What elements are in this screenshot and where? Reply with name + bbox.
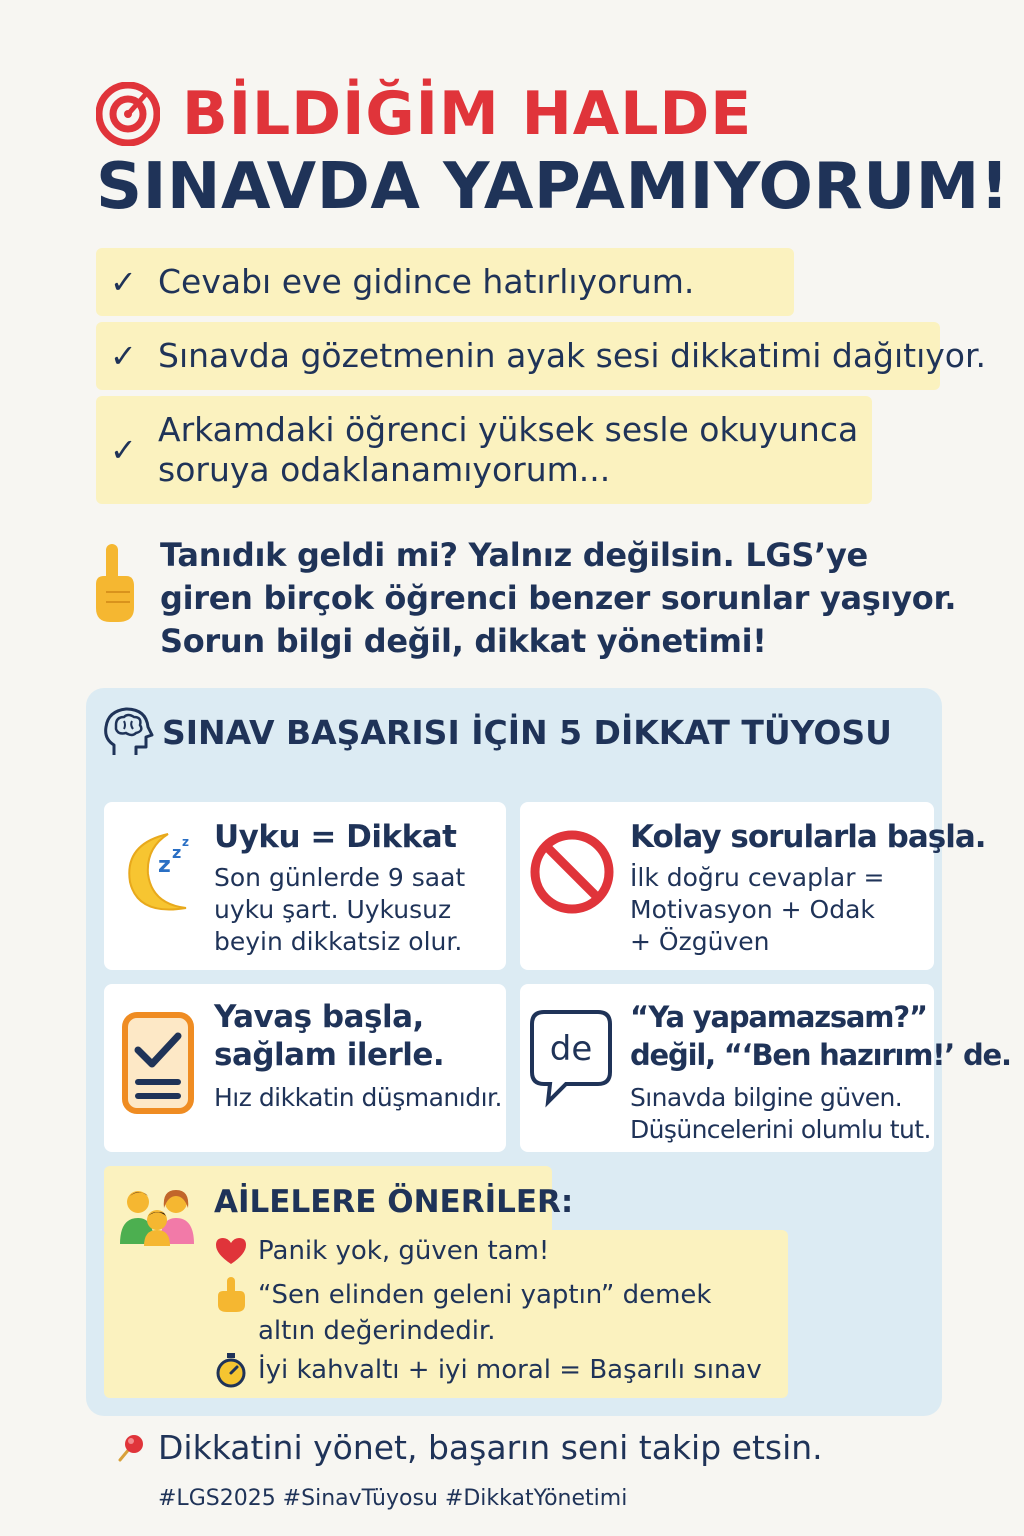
tip-body bbox=[630, 1082, 931, 1146]
family-item-text: Panik yok, güven tam! bbox=[258, 1236, 550, 1266]
check-icon: ✓ bbox=[110, 263, 137, 301]
stopwatch-icon bbox=[214, 1352, 248, 1388]
tip-line: beyin dikkatsiz olur. bbox=[214, 927, 463, 956]
footer-slogan-text: Dikkatini yönet, başarın seni takip etsin. bbox=[158, 1428, 823, 1467]
tip-body bbox=[214, 862, 465, 958]
message-block bbox=[160, 534, 980, 663]
thumbs-up-icon bbox=[214, 1276, 248, 1314]
tip-line: İlk doğru cevaplar = bbox=[630, 863, 885, 892]
symptom-text-multiline bbox=[158, 410, 858, 490]
title-line-1-text: BİLDİĞİM HALDE bbox=[182, 79, 753, 149]
family-icon bbox=[118, 1186, 198, 1246]
prohibited-icon bbox=[528, 828, 616, 916]
symptom-item-3 bbox=[96, 396, 872, 504]
title-line-1 bbox=[96, 74, 752, 154]
tip-card-slow-start bbox=[104, 984, 506, 1152]
family-item-3 bbox=[214, 1352, 762, 1388]
tip-line: uyku şart. Uykusuz bbox=[214, 895, 452, 924]
pushpin-icon bbox=[112, 1430, 148, 1466]
tip-title: Uyku = Dikkat bbox=[214, 819, 457, 855]
message-line-3: Sorun bilgi değil, dikkat yönetimi! bbox=[160, 622, 767, 660]
symptom-item-1 bbox=[96, 248, 794, 316]
speech-bubble-icon bbox=[526, 1006, 616, 1110]
target-icon bbox=[96, 82, 160, 146]
family-item-text: “Sen elinden geleni yaptın” demek bbox=[258, 1280, 712, 1310]
message-line-1: Tanıdık geldi mi? Yalnız değilsin. LGS’ye bbox=[160, 536, 868, 574]
tip-title-line: değil, “‘Ben hazırım!’ de. bbox=[630, 1038, 1011, 1072]
tips-heading-text: SINAV BAŞARISI İÇİN 5 DİKKAT TÜYOSU bbox=[162, 712, 892, 752]
tip-body bbox=[214, 1082, 502, 1114]
check-icon: ✓ bbox=[110, 431, 137, 469]
tip-line: Düşüncelerini olumlu tut. bbox=[630, 1115, 931, 1144]
sleep-moon-icon bbox=[116, 824, 202, 920]
family-item-text: İyi kahvaltı + iyi moral = Başarılı sınav bbox=[258, 1355, 762, 1385]
check-icon: ✓ bbox=[110, 337, 137, 375]
symptom-text: Sınavda gözetmenin ayak sesi dikkatimi dağıtıyor. bbox=[158, 336, 987, 375]
pointing-hand-icon bbox=[90, 542, 138, 626]
tip-body bbox=[630, 862, 884, 958]
tip-title bbox=[630, 998, 1011, 1074]
brain-head-icon bbox=[100, 705, 154, 759]
tip-line: + Özgüven bbox=[630, 927, 770, 956]
family-item-1 bbox=[214, 1234, 549, 1268]
family-item-text-cont: altın değerindedir. bbox=[258, 1316, 496, 1346]
svg-text:z: z bbox=[158, 853, 171, 878]
title-line-2: SINAVDA YAPAMIYORUM! bbox=[96, 150, 1010, 224]
tip-title-line: sağlam ilerle. bbox=[214, 1037, 445, 1073]
symptom-line-a: Arkamdaki öğrenci yüksek sesle okuyunca bbox=[158, 410, 859, 449]
footer-slogan bbox=[112, 1428, 823, 1467]
symptom-text: Cevabı eve gidince hatırlıyorum. bbox=[158, 262, 695, 301]
svg-text:z: z bbox=[172, 843, 182, 862]
tip-title: Kolay sorularla başla. bbox=[630, 819, 986, 855]
tip-title bbox=[214, 998, 444, 1074]
tip-card-easy-questions bbox=[520, 802, 986, 970]
tip-line: Motivasyon + Odak bbox=[630, 895, 875, 924]
symptom-line-b: soruya odaklanamıyorum... bbox=[158, 450, 611, 489]
checklist-icon bbox=[120, 1010, 196, 1116]
tip-title-line: “Ya yapamazsam?” bbox=[630, 1000, 927, 1034]
tip-line: Son günlerde 9 saat bbox=[214, 863, 466, 892]
tip-card-positive-thinking bbox=[520, 984, 1011, 1152]
tip-card-sleep bbox=[104, 802, 506, 970]
symptom-item-2 bbox=[96, 322, 987, 390]
tips-heading bbox=[100, 702, 892, 762]
hashtags: #LGS2025 #SinavTüyosu #DikkatYönetimi bbox=[158, 1486, 628, 1511]
tip-line: Hız dikkatin düşmanıdır. bbox=[214, 1083, 502, 1112]
heart-icon bbox=[214, 1236, 248, 1266]
family-item-2 bbox=[214, 1276, 711, 1348]
speech-bubble-badge: de bbox=[549, 1029, 593, 1069]
tip-line: Sınavda bilgine güven. bbox=[630, 1083, 903, 1112]
family-title: AİLELERE ÖNERİLER: bbox=[214, 1184, 574, 1220]
tip-title-line: Yavaş başla, bbox=[214, 999, 424, 1035]
message-line-2: giren birçok öğrenci benzer sorunlar yaşıyor. bbox=[160, 579, 957, 617]
svg-text:z: z bbox=[182, 835, 189, 849]
